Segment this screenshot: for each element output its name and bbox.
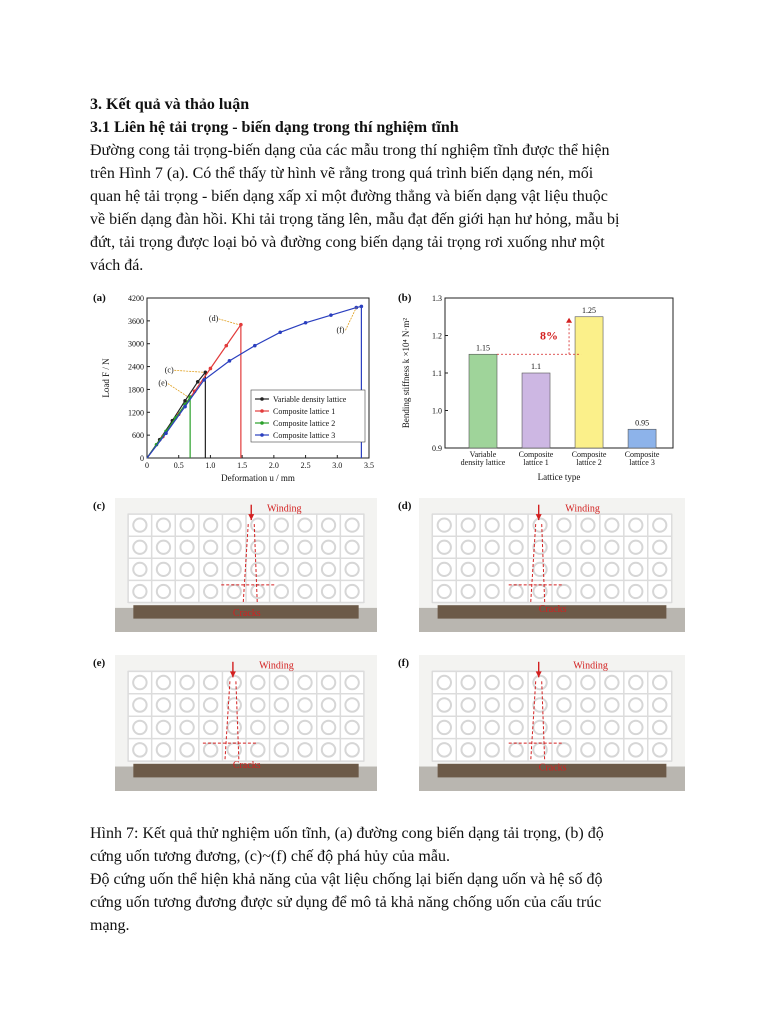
- y-tick-label: 0.9: [432, 444, 442, 453]
- annotation-leader: [174, 370, 204, 372]
- category-label: Composite: [624, 450, 660, 459]
- body-paragraph-2: [90, 868, 690, 937]
- bar-value-label: 1.25: [582, 305, 597, 315]
- y-tick-label: 1.3: [432, 294, 442, 303]
- data-point: [209, 367, 213, 371]
- y-tick-label: 4200: [128, 294, 144, 303]
- load-deformation-chart: [95, 288, 385, 488]
- y-tick-label: 1.1: [432, 369, 442, 378]
- legend-label: Composite lattice 3: [273, 431, 336, 440]
- x-tick-label: 3.5: [364, 461, 374, 470]
- data-point: [304, 321, 308, 325]
- legend-marker: [260, 409, 264, 413]
- curve-annotation: (e): [158, 378, 168, 388]
- text-line: mạng.: [90, 917, 130, 934]
- bar: [628, 429, 656, 448]
- panel-label-e: (e): [93, 657, 106, 669]
- bar-value-label: 1.15: [476, 343, 490, 353]
- data-point: [253, 344, 257, 348]
- panel-label-f: (f): [398, 657, 409, 669]
- curve-annotation: (c): [164, 365, 174, 375]
- x-tick-label: 2.0: [268, 461, 279, 470]
- caption-line: Hình 7: Kết quả thử nghiệm uốn tĩnh, (a) đường cong biến dạng tải trọng, (b) độ: [90, 825, 604, 842]
- winding-label: Winding: [573, 660, 608, 672]
- x-tick-label: 1.5: [237, 461, 248, 470]
- x-axis-title: Lattice type: [537, 472, 581, 482]
- bending-stiffness-chart: [395, 288, 685, 488]
- legend-label: Variable density lattice: [273, 395, 347, 404]
- section-heading: 3. Kết quả và thảo luận: [90, 96, 250, 113]
- photo-failure-d: [419, 498, 685, 632]
- data-point: [202, 378, 206, 382]
- text-line: về biến dạng đàn hồi. Khi tải trọng tăng lên, mẫu đạt đến giới hạn hư hỏng, mẫu bị: [90, 211, 620, 228]
- cracks-label: Cracks: [538, 762, 567, 774]
- y-tick-label: 1200: [128, 408, 144, 418]
- text-line: Độ cứng uốn thể hiện khả năng của vật liệu chống lại biến dạng uốn và hệ số độ: [90, 871, 603, 888]
- legend-marker: [260, 397, 264, 401]
- annotation-leader: [168, 384, 188, 397]
- x-tick-label: 2.5: [300, 461, 311, 470]
- data-point: [329, 313, 333, 317]
- data-point: [196, 380, 200, 384]
- x-tick-label: 1.0: [205, 461, 216, 470]
- legend-marker: [260, 433, 264, 437]
- data-point: [228, 359, 232, 363]
- y-tick-label: 600: [132, 431, 144, 441]
- figure-caption: [90, 822, 690, 868]
- x-tick-label: 0.5: [173, 461, 184, 470]
- photo-failure-f: [419, 655, 685, 791]
- curve-annotation: (f): [336, 325, 345, 335]
- x-axis-title: Deformation u / mm: [221, 473, 295, 483]
- percent-annotation: 8%: [540, 328, 559, 343]
- text-line: quan hệ tải trọng - biến dạng xấp xỉ một đường thẳng và biến dạng vật liệu thuộc: [90, 188, 608, 205]
- category-label: Variable: [469, 450, 497, 459]
- data-point: [183, 405, 187, 409]
- text-line: Đường cong tải trọng-biến dạng của các mẫu trong thí nghiệm tĩnh được thể hiện: [90, 142, 610, 159]
- y-tick-label: 1800: [128, 385, 144, 395]
- curve-annotation: (d): [208, 313, 219, 323]
- y-axis-title: Bending stiffness k ×10⁴ N·m²: [401, 317, 411, 429]
- data-point: [355, 306, 359, 310]
- data-point: [164, 431, 168, 435]
- text-line: vách đá.: [90, 257, 144, 274]
- text-line: trên Hình 7 (a). Có thể thấy từ hình vẽ rằng trong quá trình biến dạng nén, mối: [90, 165, 594, 182]
- y-tick-label: 0: [140, 454, 144, 463]
- annotation-leader: [345, 308, 356, 331]
- photo-failure-e: [115, 655, 377, 791]
- text-line: cứng uốn tương đương được sử dụng để mô tả khả năng chống uốn của cấu trúc: [90, 894, 602, 911]
- bar: [575, 317, 603, 448]
- data-point: [278, 330, 282, 334]
- y-tick-label: 1.2: [432, 331, 442, 341]
- text-line: đứt, tải trọng được loại bỏ và đường cong biến dạng tải trọng rơi xuống như một: [90, 234, 605, 251]
- x-tick-label: 3.0: [332, 461, 343, 470]
- body-paragraph-1: [90, 139, 690, 277]
- y-tick-label: 2400: [128, 362, 144, 372]
- arrow-head: [566, 318, 572, 323]
- category-label: density lattice: [460, 458, 506, 467]
- y-axis-title: Load F / N: [101, 358, 111, 398]
- panel-label-a: (a): [93, 292, 106, 304]
- bar: [469, 354, 497, 448]
- bar-value-label: 1.1: [531, 362, 542, 371]
- panel-label-b: (b): [398, 292, 412, 304]
- category-label: lattice 2: [576, 458, 602, 467]
- y-tick-label: 1.0: [432, 406, 442, 416]
- photo-failure-c: [115, 498, 377, 632]
- legend-label: Composite lattice 1: [273, 407, 336, 416]
- caption-line: cứng uốn tương đương, (c)~(f) chế độ phá hủy của mẫu.: [90, 848, 450, 865]
- category-label: lattice 3: [629, 458, 655, 467]
- category-label: Composite: [518, 450, 554, 459]
- x-tick-label: 0: [145, 461, 149, 470]
- category-label: Composite: [571, 450, 607, 459]
- cracks-label: Cracks: [538, 603, 567, 615]
- legend-label: Composite lattice 2: [273, 419, 336, 428]
- y-tick-label: 3000: [128, 339, 144, 349]
- annotation-leader: [219, 319, 239, 325]
- cracks-label: Cracks: [232, 759, 261, 771]
- bar: [522, 373, 550, 448]
- y-tick-label: 3600: [128, 316, 144, 326]
- subsection-heading: 3.1 Liên hệ tải trọng - biến dạng trong thí nghiệm tĩnh: [90, 119, 459, 136]
- panel-label-c: (c): [93, 500, 106, 512]
- category-label: lattice 1: [523, 458, 549, 467]
- winding-label: Winding: [259, 660, 294, 672]
- data-point: [239, 323, 243, 327]
- winding-label: Winding: [565, 503, 600, 515]
- legend-marker: [260, 421, 264, 425]
- panel-label-d: (d): [398, 500, 412, 512]
- bar-value-label: 0.95: [635, 418, 650, 428]
- winding-label: Winding: [266, 503, 302, 515]
- data-point: [224, 344, 228, 348]
- data-point: [360, 305, 364, 309]
- cracks-label: Cracks: [232, 607, 261, 619]
